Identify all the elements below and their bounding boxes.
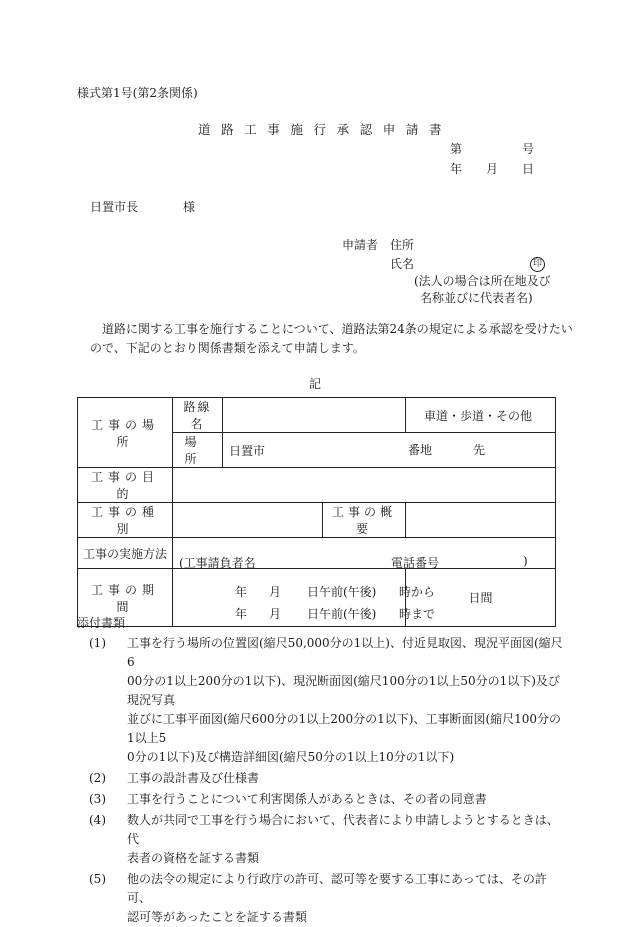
attachment-number: (4) [89, 813, 106, 827]
attachment-number: (2) [89, 771, 106, 785]
doc-no-prefix: 第 [450, 142, 463, 156]
attachment-item [77, 870, 567, 927]
end-day: 日午前(午後) [307, 607, 377, 621]
summary-value[interactable] [406, 503, 556, 538]
method-label-cell [78, 538, 173, 569]
attachment-number: (5) [89, 872, 106, 886]
body-text-line-2: ので、下記のとおり関係書類を添えて申請します。 [90, 341, 365, 355]
attachment-line: 00分の1以上200分の1以下)、現況断面図(縮尺100分の1以上50分の1以下)及び現況写真 [127, 674, 560, 707]
type-value[interactable] [173, 503, 323, 538]
method-value[interactable] [173, 538, 556, 569]
doc-no-suffix: 号 [522, 142, 535, 156]
start-year: 年 [235, 585, 248, 599]
purpose-label-cell [78, 468, 173, 503]
form-number: 様式第1号(第2条関係) [77, 86, 198, 100]
date-year: 年 [450, 162, 463, 176]
attachment-line: 工事を行うことについて利害関係人があるときは、その者の同意書 [127, 792, 487, 806]
phone-label: 電話番号 [391, 556, 440, 570]
place-label: 場所 [184, 435, 211, 466]
attachment-line: 0分の1以下)及び構造詳細図(縮尺50分の1以上10分の1以下) [127, 750, 455, 764]
date-day: 日 [522, 162, 535, 176]
phone-close: ) [523, 554, 528, 568]
contractor-label: (工事請負者名 [179, 556, 256, 570]
place-saki: 先 [473, 443, 486, 457]
attachment-line: 並びに工事平面図(縮尺600分の1以上200分の1以下)、工事断面図(縮尺100分の1以上5 [127, 712, 562, 745]
route-label: 路線名 [183, 400, 212, 431]
applicant-note-2: 名称並びに代表者名) [420, 291, 533, 305]
days-label: 日間 [468, 591, 493, 605]
summary-label-cell [323, 503, 406, 538]
purpose-value[interactable] [173, 468, 556, 503]
ki-heading: 記 [309, 377, 322, 391]
location-label: 工事の場所 [90, 417, 159, 449]
attachment-line: 数人が共同で工事を行う場合において、代表者により申請しようとするときは、代 [127, 813, 559, 846]
place-value[interactable] [223, 433, 556, 468]
attachment-line: 工事の設計書及び仕様書 [127, 771, 260, 785]
purpose-label: 工事の目的 [90, 470, 159, 501]
attachments-title: 添付書類 [77, 616, 126, 630]
place-city: 日置市 [229, 443, 266, 458]
route-label-cell [173, 398, 223, 433]
end-month: 月 [269, 607, 282, 621]
attachment-item [77, 811, 567, 868]
applicant-label: 申請者 [342, 238, 379, 252]
date-month: 月 [486, 162, 499, 176]
attachment-item [77, 634, 567, 767]
end-year: 年 [235, 607, 248, 621]
seal-mark [530, 255, 545, 272]
attachment-line: 工事を行う場所の位置図(縮尺50,000分の1以上)、付近見取図、現況平面図(縮尺6 [127, 636, 563, 669]
road-type: 車道・歩道・その他 [424, 408, 533, 423]
address-label: 住所 [390, 238, 415, 252]
place-label-cell [173, 433, 223, 468]
summary-label: 工事の概要 [331, 505, 396, 536]
attachment-item [77, 790, 567, 809]
attachment-number: (3) [89, 792, 106, 806]
start-month: 月 [269, 585, 282, 599]
end-hour: 時まで [399, 607, 436, 621]
attachment-item [77, 769, 567, 788]
seal-icon: 印 [530, 257, 545, 272]
attachment-line: 認可等があったことを証する書類 [127, 910, 307, 924]
method-label: 工事の実施方法 [82, 546, 167, 561]
applicant-note-1: (法人の場合は所在地及び [414, 274, 551, 288]
document-title: 道路工事施行承認申請書 [198, 122, 453, 137]
application-table [77, 397, 556, 627]
addressee-name: 日置市長 [90, 200, 139, 214]
period-label: 工事の期間 [90, 582, 159, 614]
location-label-cell [78, 398, 173, 468]
start-day: 日午前(午後) [307, 585, 377, 599]
attachment-line: 他の法令の規定により行政庁の許可、認可等を要する工事にあっては、その許可、 [127, 872, 547, 905]
road-type-cell[interactable] [406, 398, 556, 433]
attachments [77, 614, 567, 927]
attachment-line: 表者の資格を証する書類 [127, 851, 260, 865]
body-text-line-1: 道路に関する工事を施行することについて、道路法第24条の規定による承認を受けたい [102, 322, 573, 336]
addressee-honorific: 様 [183, 200, 196, 214]
place-banchi: 番地 [408, 443, 433, 457]
type-label: 工事の種別 [90, 505, 159, 536]
start-hour: 時から [399, 585, 436, 599]
name-label: 氏名 [390, 257, 415, 271]
type-label-cell [78, 503, 173, 538]
attachment-number: (1) [89, 636, 106, 650]
route-value[interactable] [223, 398, 406, 433]
